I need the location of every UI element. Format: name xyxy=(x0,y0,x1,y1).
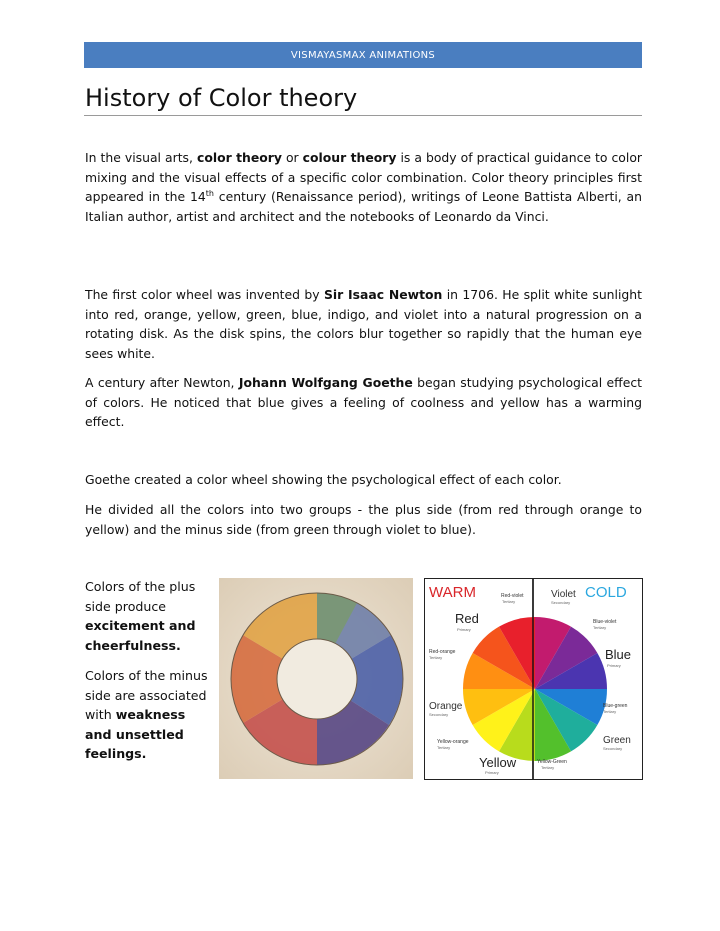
p2-text-c: in 1706. He split white sunlight into red, orange, yellow, green, blue, indigo, and violet into a natural progression on a rotating disk. As the disk spins, the colors blur together so rapidly that the human eye sees white. xyxy=(85,287,642,361)
p1-text-e: century (Renaissance period), writings of Leone Battista Alberti, an Italian author, artist and architect and the notebooks of Leonardo da Vinci. xyxy=(85,189,643,224)
green-label: Green xyxy=(603,735,631,746)
blue-green-sub-label: Tertiary xyxy=(603,709,617,714)
p1-bold-colour-theory: colour theory xyxy=(302,150,397,165)
p1-bold-color-theory: color theory xyxy=(196,150,282,165)
title-divider xyxy=(84,115,642,116)
page-title: History of Color theory xyxy=(85,84,358,112)
yellow-green-label: Yellow-Green xyxy=(537,759,567,765)
minus-side-text xyxy=(85,666,211,764)
p3-bold-goethe: Johann Wolfgang Goethe xyxy=(238,375,413,390)
red-label: Red xyxy=(455,611,479,626)
blue-green-label: Blue-green xyxy=(603,703,628,709)
p3-text-a: A century after Newton, xyxy=(85,375,239,390)
red-violet-sub-label: Tertiary xyxy=(502,599,516,604)
red-orange-sub-label: Tertiary xyxy=(429,655,443,660)
p2-bold-newton: Sir Isaac Newton xyxy=(324,287,443,302)
orange-sub-label: Secondary xyxy=(429,712,449,717)
p1-superscript: th xyxy=(205,189,214,199)
p1-text-d: is a body of practical guidance to color mixing and the visual effects of a specific color combination. Color theory principles first appeared in the 14 xyxy=(85,150,642,205)
paragraph-goethe-wheel: Goethe created a color wheel showing the psychological effect of each color. xyxy=(85,472,562,487)
red-violet-label: Red-violet xyxy=(501,593,524,599)
p1-text-c: or xyxy=(281,150,303,165)
color-wheel-diagram xyxy=(425,579,642,779)
red-orange-label: Red-orange xyxy=(429,649,456,655)
header-banner: VISMAYASMAX ANIMATIONS xyxy=(84,42,642,68)
yellow-sub-label: Primary xyxy=(485,770,499,775)
paragraph-goethe xyxy=(85,373,642,432)
yellow-orange-label: Yellow-orange xyxy=(437,739,469,745)
yellow-label: Yellow xyxy=(479,755,517,770)
plus-side-label: Colors of the plus side produce xyxy=(85,579,196,614)
blue-sub-label: Primary xyxy=(607,663,621,668)
p2-text-a: The first color wheel was invented by xyxy=(85,287,324,302)
minus-side-label: Colors of the minus side are associated with xyxy=(85,668,208,723)
violet-sub-label: Secondary xyxy=(551,600,571,605)
minus-side-bold: weakness and unsettled feelings. xyxy=(85,707,186,762)
paragraph-intro xyxy=(85,148,642,226)
cold-label: COLD xyxy=(585,584,627,601)
orange-label: Orange xyxy=(429,701,463,712)
violet-label: Violet xyxy=(551,589,576,600)
yellow-orange-sub-label: Tertiary xyxy=(437,745,451,750)
plus-side-text xyxy=(85,577,211,655)
p3-text-c: began studying psychological effect of colors. He noticed that blue gives a feeling of coolness and yellow has a warming effect. xyxy=(85,375,642,430)
p1-text-a: In the visual arts, xyxy=(85,150,197,165)
red-sub-label: Primary xyxy=(457,627,471,632)
warm-cold-wheel-panel xyxy=(424,578,643,780)
blue-label: Blue xyxy=(605,647,632,662)
goethe-color-wheel-image xyxy=(219,578,413,779)
paragraph-newton xyxy=(85,285,642,363)
warm-label: WARM xyxy=(429,584,476,601)
plus-side-bold: excitement and cheerfulness. xyxy=(85,618,196,653)
green-sub-label: Secondary xyxy=(603,746,623,751)
yellow-green-sub-label: Tertiary xyxy=(541,765,555,770)
paragraph-two-groups: He divided all the colors into two groups - the plus side (from red through orange to yellow) and the minus side (from green through violet to blue). xyxy=(85,502,642,537)
blue-violet-label: Blue-violet xyxy=(593,619,617,625)
blue-violet-sub-label: Tertiary xyxy=(593,625,607,630)
